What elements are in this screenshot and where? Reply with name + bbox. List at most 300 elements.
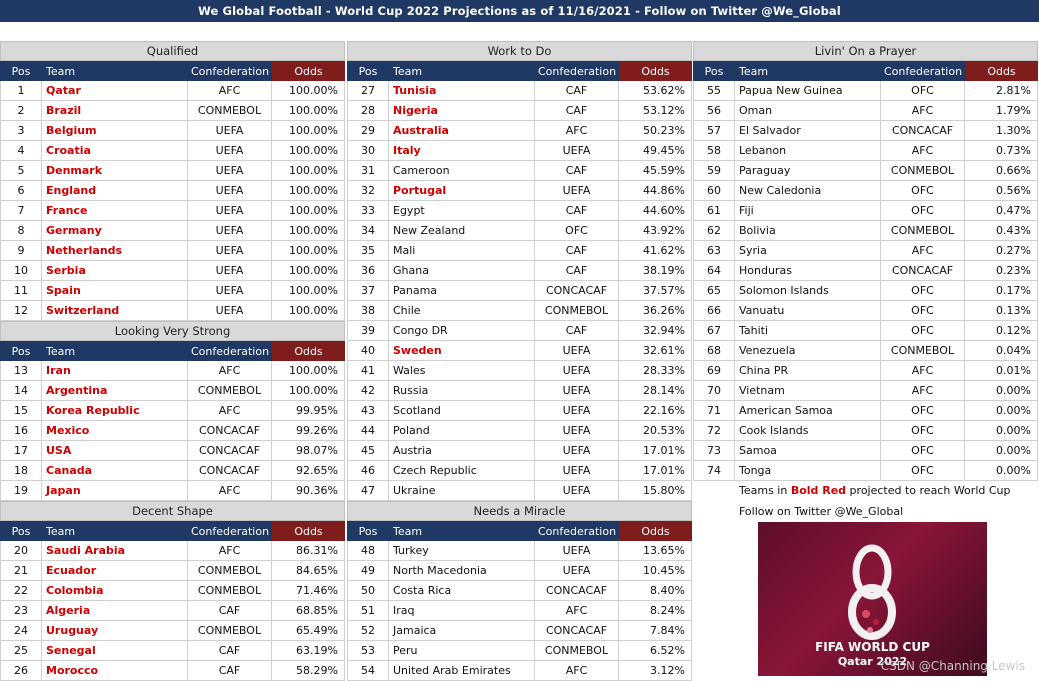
cell-pos: 69 (693, 361, 735, 381)
cell-team: Samoa (735, 441, 881, 461)
cell-confederation: UEFA (535, 541, 619, 561)
table-row (347, 581, 692, 601)
cell-pos: 5 (0, 161, 42, 181)
header-team: Team (389, 521, 535, 541)
cell-odds: 0.27% (965, 241, 1038, 261)
cell-odds: 49.45% (619, 141, 692, 161)
cell-pos: 62 (693, 221, 735, 241)
cell-confederation: OFC (881, 201, 965, 221)
cell-team: Turkey (389, 541, 535, 561)
cell-odds: 100.00% (272, 361, 345, 381)
cell-team: Netherlands (42, 241, 188, 261)
cell-confederation: OFC (881, 81, 965, 101)
table-row (693, 461, 1038, 481)
cell-confederation: UEFA (188, 301, 272, 321)
cell-confederation: OFC (881, 301, 965, 321)
cell-confederation: CAF (535, 261, 619, 281)
cell-pos: 18 (0, 461, 42, 481)
cell-team: Oman (735, 101, 881, 121)
cell-pos: 70 (693, 381, 735, 401)
cell-pos: 1 (0, 81, 42, 101)
cell-team: Algeria (42, 601, 188, 621)
cell-team: Senegal (42, 641, 188, 661)
cell-odds: 100.00% (272, 81, 345, 101)
cell-pos: 60 (693, 181, 735, 201)
column-middle (347, 41, 692, 681)
cell-pos: 73 (693, 441, 735, 461)
cell-confederation: AFC (188, 541, 272, 561)
cell-pos: 10 (0, 261, 42, 281)
cell-odds: 53.12% (619, 101, 692, 121)
cell-pos: 27 (347, 81, 389, 101)
cell-odds: 99.26% (272, 421, 345, 441)
cell-confederation: UEFA (535, 461, 619, 481)
column-right (693, 41, 1038, 481)
cell-team: Ukraine (389, 481, 535, 501)
cell-team: Solomon Islands (735, 281, 881, 301)
cell-team: Cameroon (389, 161, 535, 181)
header-odds: Odds (965, 61, 1038, 81)
watermark: CSDN @Channing Lewis (880, 659, 1025, 673)
table-row (347, 621, 692, 641)
cell-pos: 34 (347, 221, 389, 241)
cell-odds: 0.00% (965, 441, 1038, 461)
table-row (0, 281, 345, 301)
cell-pos: 72 (693, 421, 735, 441)
cell-pos: 56 (693, 101, 735, 121)
cell-confederation: UEFA (535, 401, 619, 421)
table-row (0, 401, 345, 421)
cell-team: Wales (389, 361, 535, 381)
table-row (0, 141, 345, 161)
cell-odds: 0.23% (965, 261, 1038, 281)
cell-odds: 50.23% (619, 121, 692, 141)
cell-odds: 100.00% (272, 201, 345, 221)
table-row (0, 421, 345, 441)
cell-odds: 15.80% (619, 481, 692, 501)
cell-pos: 54 (347, 661, 389, 681)
header-team: Team (42, 341, 188, 361)
table-row (0, 361, 345, 381)
header-team: Team (389, 61, 535, 81)
section-work-to-do (347, 41, 692, 501)
header-odds: Odds (272, 521, 345, 541)
table-row (347, 221, 692, 241)
table-row (0, 201, 345, 221)
cell-confederation: CONCACAF (881, 261, 965, 281)
cell-confederation: CONMEBOL (535, 641, 619, 661)
cell-confederation: AFC (188, 361, 272, 381)
table-row (693, 241, 1038, 261)
table-row (0, 181, 345, 201)
header-odds: Odds (272, 341, 345, 361)
cell-odds: 71.46% (272, 581, 345, 601)
cell-odds: 41.62% (619, 241, 692, 261)
cell-odds: 10.45% (619, 561, 692, 581)
cell-odds: 32.61% (619, 341, 692, 361)
cell-odds: 32.94% (619, 321, 692, 341)
cell-confederation: CAF (188, 661, 272, 681)
table-row (347, 361, 692, 381)
cell-team: Iran (42, 361, 188, 381)
table-row (347, 101, 692, 121)
cell-odds: 100.00% (272, 241, 345, 261)
table-row (0, 161, 345, 181)
cell-pos: 43 (347, 401, 389, 421)
cell-team: Spain (42, 281, 188, 301)
cell-odds: 13.65% (619, 541, 692, 561)
section-livin-on-a-prayer (693, 41, 1038, 481)
cell-confederation: CAF (535, 321, 619, 341)
legend-prefix: Teams in (739, 484, 791, 497)
cell-pos: 9 (0, 241, 42, 261)
cell-odds: 53.62% (619, 81, 692, 101)
cell-confederation: CONCACAF (188, 421, 272, 441)
cell-confederation: UEFA (188, 181, 272, 201)
cell-odds: 92.65% (272, 461, 345, 481)
cell-team: Sweden (389, 341, 535, 361)
cell-confederation: CAF (535, 81, 619, 101)
table-row (693, 201, 1038, 221)
table-row (0, 581, 345, 601)
table-row (693, 181, 1038, 201)
cell-confederation: CONMEBOL (188, 561, 272, 581)
table-row (347, 441, 692, 461)
cell-pos: 64 (693, 261, 735, 281)
cell-team: Italy (389, 141, 535, 161)
table-row (0, 301, 345, 321)
cell-team: Nigeria (389, 101, 535, 121)
cell-confederation: CAF (188, 601, 272, 621)
table-row (693, 141, 1038, 161)
cell-team: Argentina (42, 381, 188, 401)
cell-pos: 53 (347, 641, 389, 661)
header-odds: Odds (272, 61, 345, 81)
cell-pos: 36 (347, 261, 389, 281)
cell-odds: 100.00% (272, 141, 345, 161)
cell-odds: 37.57% (619, 281, 692, 301)
cell-confederation: UEFA (188, 121, 272, 141)
cell-odds: 98.07% (272, 441, 345, 461)
cell-odds: 63.19% (272, 641, 345, 661)
cell-team: Vietnam (735, 381, 881, 401)
cell-odds: 100.00% (272, 301, 345, 321)
cell-pos: 35 (347, 241, 389, 261)
cell-team: North Macedonia (389, 561, 535, 581)
header-team: Team (42, 521, 188, 541)
cell-odds: 0.04% (965, 341, 1038, 361)
cell-team: Paraguay (735, 161, 881, 181)
cell-pos: 55 (693, 81, 735, 101)
cell-confederation: CONCACAF (535, 581, 619, 601)
cell-pos: 66 (693, 301, 735, 321)
cell-confederation: CONMEBOL (188, 621, 272, 641)
cell-team: Cook Islands (735, 421, 881, 441)
table-row (0, 221, 345, 241)
table-row (347, 241, 692, 261)
cell-confederation: UEFA (535, 181, 619, 201)
cell-odds: 0.01% (965, 361, 1038, 381)
cell-pos: 37 (347, 281, 389, 301)
table-row (347, 281, 692, 301)
cell-odds: 68.85% (272, 601, 345, 621)
cell-odds: 0.00% (965, 381, 1038, 401)
cell-confederation: UEFA (188, 221, 272, 241)
cell-confederation: UEFA (535, 561, 619, 581)
cell-team: Qatar (42, 81, 188, 101)
cell-confederation: OFC (881, 461, 965, 481)
cell-team: Papua New Guinea (735, 81, 881, 101)
cell-pos: 45 (347, 441, 389, 461)
cell-confederation: CAF (535, 161, 619, 181)
cell-pos: 13 (0, 361, 42, 381)
table-row (693, 341, 1038, 361)
cell-team: New Zealand (389, 221, 535, 241)
table-row (347, 601, 692, 621)
cell-confederation: CONMEBOL (188, 101, 272, 121)
cell-confederation: UEFA (188, 161, 272, 181)
cell-team: Tonga (735, 461, 881, 481)
cell-confederation: CONCACAF (188, 441, 272, 461)
cell-pos: 7 (0, 201, 42, 221)
cell-team: Jamaica (389, 621, 535, 641)
cell-confederation: AFC (188, 481, 272, 501)
cell-pos: 67 (693, 321, 735, 341)
cell-pos: 40 (347, 341, 389, 361)
cell-odds: 1.30% (965, 121, 1038, 141)
cell-team: Egypt (389, 201, 535, 221)
cell-team: Mali (389, 241, 535, 261)
cell-pos: 22 (0, 581, 42, 601)
cell-odds: 65.49% (272, 621, 345, 641)
table-row (693, 281, 1038, 301)
table-header (347, 521, 692, 541)
table-row (347, 541, 692, 561)
cell-pos: 39 (347, 321, 389, 341)
cell-pos: 46 (347, 461, 389, 481)
table-row (0, 101, 345, 121)
cell-odds: 20.53% (619, 421, 692, 441)
column-left (0, 41, 345, 681)
table-row (0, 621, 345, 641)
table-header (693, 61, 1038, 81)
cell-confederation: CONMEBOL (535, 301, 619, 321)
section-title: Work to Do (347, 41, 692, 61)
section-title: Looking Very Strong (0, 321, 345, 341)
cell-odds: 8.24% (619, 601, 692, 621)
cell-team: Congo DR (389, 321, 535, 341)
section-needs-a-miracle (347, 501, 692, 681)
cell-pos: 28 (347, 101, 389, 121)
section-looking-very-strong (0, 321, 345, 501)
cell-team: Colombia (42, 581, 188, 601)
cell-confederation: CONCACAF (881, 121, 965, 141)
table-row (0, 441, 345, 461)
cell-pos: 61 (693, 201, 735, 221)
cell-odds: 3.12% (619, 661, 692, 681)
cell-odds: 86.31% (272, 541, 345, 561)
cell-pos: 63 (693, 241, 735, 261)
cell-odds: 0.13% (965, 301, 1038, 321)
cell-odds: 100.00% (272, 161, 345, 181)
cell-pos: 49 (347, 561, 389, 581)
cell-pos: 15 (0, 401, 42, 421)
header-confederation: Confederation (188, 61, 272, 81)
cell-team: Canada (42, 461, 188, 481)
table-header (347, 61, 692, 81)
cell-team: Czech Republic (389, 461, 535, 481)
table-row (347, 321, 692, 341)
cell-team: New Caledonia (735, 181, 881, 201)
table-row (0, 481, 345, 501)
cell-pos: 50 (347, 581, 389, 601)
cell-confederation: UEFA (188, 241, 272, 261)
cell-confederation: AFC (881, 381, 965, 401)
cell-pos: 29 (347, 121, 389, 141)
cell-confederation: CAF (535, 241, 619, 261)
cell-confederation: CAF (535, 101, 619, 121)
cell-odds: 0.56% (965, 181, 1038, 201)
table-row (347, 121, 692, 141)
cell-confederation: UEFA (535, 361, 619, 381)
cell-confederation: UEFA (535, 421, 619, 441)
cell-odds: 0.43% (965, 221, 1038, 241)
cell-odds: 0.73% (965, 141, 1038, 161)
cell-team: Portugal (389, 181, 535, 201)
cell-odds: 2.81% (965, 81, 1038, 101)
table-row (0, 661, 345, 681)
cell-team: American Samoa (735, 401, 881, 421)
cell-odds: 28.14% (619, 381, 692, 401)
cell-confederation: CONMEBOL (881, 341, 965, 361)
cell-pos: 38 (347, 301, 389, 321)
cell-team: Honduras (735, 261, 881, 281)
cell-odds: 0.66% (965, 161, 1038, 181)
cell-pos: 48 (347, 541, 389, 561)
cell-confederation: AFC (881, 101, 965, 121)
header-team: Team (42, 61, 188, 81)
cell-odds: 28.33% (619, 361, 692, 381)
logo-line-2: Qatar 2022 (837, 655, 908, 668)
cell-confederation: AFC (881, 141, 965, 161)
cell-confederation: CAF (188, 641, 272, 661)
cell-confederation: AFC (535, 601, 619, 621)
cell-pos: 11 (0, 281, 42, 301)
cell-confederation: OFC (881, 281, 965, 301)
cell-pos: 3 (0, 121, 42, 141)
table-row (0, 381, 345, 401)
cell-odds: 44.60% (619, 201, 692, 221)
cell-team: England (42, 181, 188, 201)
cell-team: Saudi Arabia (42, 541, 188, 561)
cell-pos: 16 (0, 421, 42, 441)
cell-confederation: AFC (535, 121, 619, 141)
cell-confederation: UEFA (188, 201, 272, 221)
table-row (347, 81, 692, 101)
cell-confederation: UEFA (535, 441, 619, 461)
table-row (693, 301, 1038, 321)
cell-pos: 4 (0, 141, 42, 161)
table-row (693, 361, 1038, 381)
cell-pos: 20 (0, 541, 42, 561)
cell-team: USA (42, 441, 188, 461)
cell-pos: 21 (0, 561, 42, 581)
table-row (347, 261, 692, 281)
cell-team: Scotland (389, 401, 535, 421)
cell-team: Vanuatu (735, 301, 881, 321)
cell-confederation: OFC (881, 401, 965, 421)
table-row (347, 461, 692, 481)
cell-team: Chile (389, 301, 535, 321)
cell-odds: 99.95% (272, 401, 345, 421)
cell-pos: 12 (0, 301, 42, 321)
cell-odds: 1.79% (965, 101, 1038, 121)
table-row (347, 341, 692, 361)
header-pos: Pos (347, 61, 389, 81)
cell-pos: 8 (0, 221, 42, 241)
header-confederation: Confederation (881, 61, 965, 81)
cell-confederation: CONMEBOL (188, 581, 272, 601)
cell-team: Switzerland (42, 301, 188, 321)
cell-odds: 0.00% (965, 461, 1038, 481)
cell-team: Australia (389, 121, 535, 141)
table-row (347, 161, 692, 181)
cell-confederation: OFC (881, 441, 965, 461)
cell-odds: 100.00% (272, 181, 345, 201)
header-confederation: Confederation (535, 61, 619, 81)
cell-odds: 100.00% (272, 101, 345, 121)
cell-odds: 100.00% (272, 121, 345, 141)
table-header (0, 521, 345, 541)
cell-confederation: OFC (881, 421, 965, 441)
cell-confederation: CONMEBOL (188, 381, 272, 401)
cell-odds: 90.36% (272, 481, 345, 501)
table-row (347, 201, 692, 221)
cell-pos: 41 (347, 361, 389, 381)
cell-team: Uruguay (42, 621, 188, 641)
cell-confederation: AFC (188, 401, 272, 421)
table-row (347, 381, 692, 401)
cell-pos: 6 (0, 181, 42, 201)
cell-odds: 0.00% (965, 401, 1038, 421)
cell-team: Bolivia (735, 221, 881, 241)
header-confederation: Confederation (188, 521, 272, 541)
table-row (0, 121, 345, 141)
cell-odds: 7.84% (619, 621, 692, 641)
section-title: Decent Shape (0, 501, 345, 521)
table-row (347, 421, 692, 441)
cell-confederation: CONMEBOL (881, 161, 965, 181)
cell-odds: 8.40% (619, 581, 692, 601)
cell-odds: 100.00% (272, 281, 345, 301)
cell-team: United Arab Emirates (389, 661, 535, 681)
section-title: Qualified (0, 41, 345, 61)
cell-team: Fiji (735, 201, 881, 221)
table-row (0, 81, 345, 101)
cell-pos: 44 (347, 421, 389, 441)
header-team: Team (735, 61, 881, 81)
cell-confederation: UEFA (535, 341, 619, 361)
cell-team: Syria (735, 241, 881, 261)
header-pos: Pos (693, 61, 735, 81)
cell-odds: 0.12% (965, 321, 1038, 341)
header-pos: Pos (0, 341, 42, 361)
cell-pos: 31 (347, 161, 389, 181)
cell-pos: 59 (693, 161, 735, 181)
header-odds: Odds (619, 61, 692, 81)
cell-confederation: AFC (881, 361, 965, 381)
header-pos: Pos (347, 521, 389, 541)
